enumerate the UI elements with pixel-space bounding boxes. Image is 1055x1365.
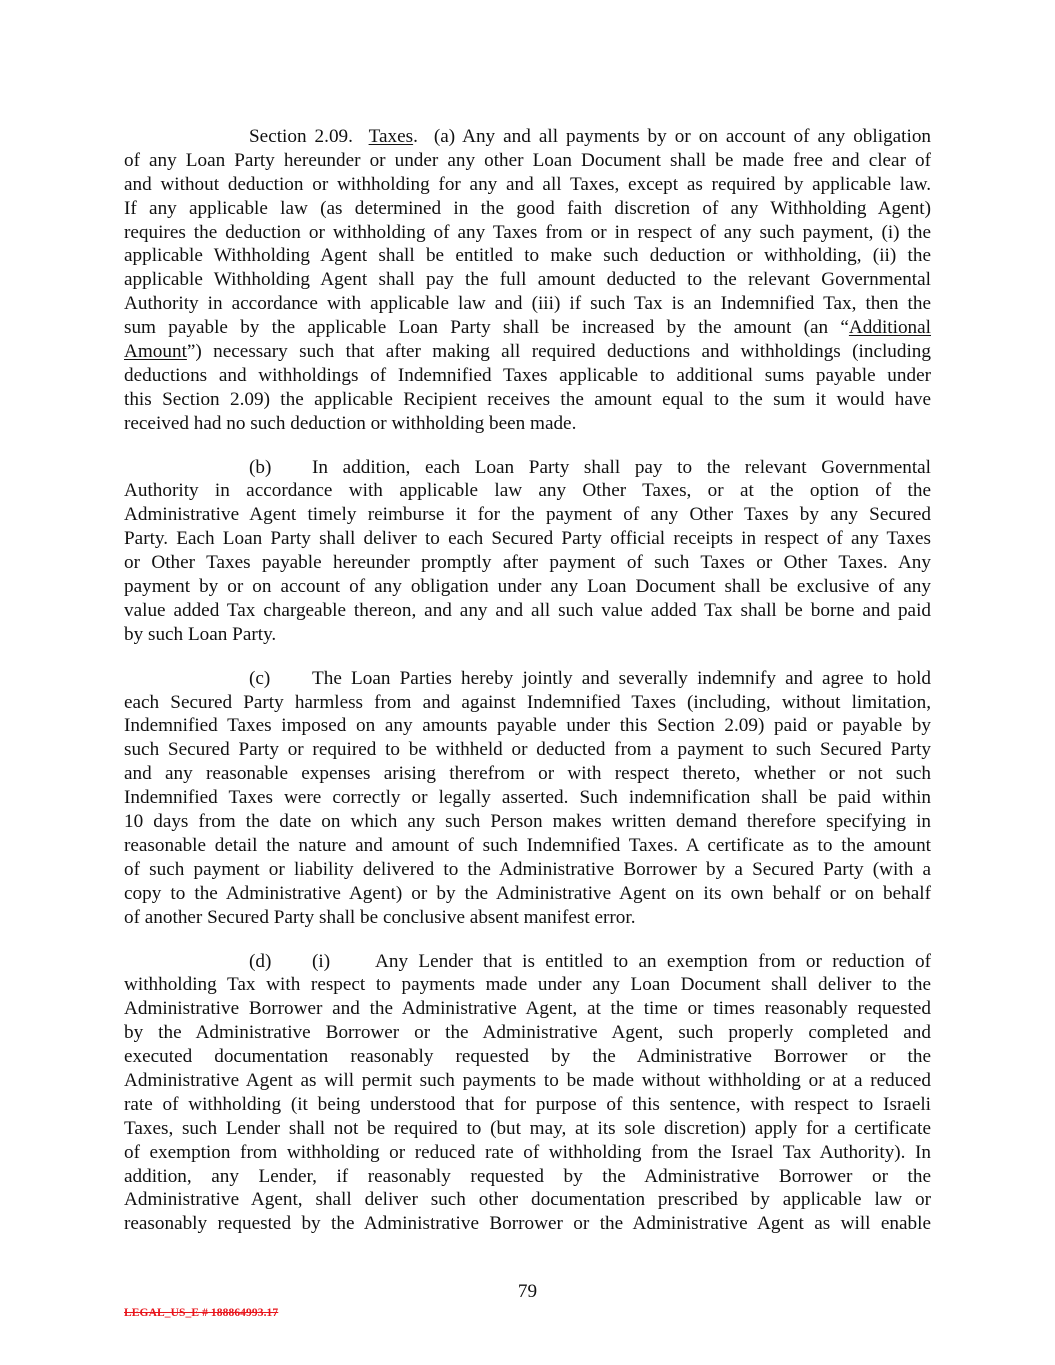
- section-number: Section 2.09.: [249, 126, 353, 147]
- text-line: (b) In addition, each Loan Party shall pay to the relevant Governmental: [249, 456, 931, 478]
- text-line: each Secured Party harmless from and against Indemnified Taxes (including, without limitation,: [124, 691, 931, 713]
- text-line: Authority in accordance with applicable law any Other Taxes, or at the option of the: [124, 480, 931, 502]
- paragraph-label: (d): [249, 950, 272, 972]
- text-line: Administrative Agent as will permit such payments to be made without withholding or at a reduced: [124, 1069, 931, 1091]
- text-line: by the Administrative Borrower or the Administrative Agent, such properly completed and: [124, 1022, 931, 1044]
- section-title: Taxes: [368, 126, 414, 147]
- text-line: Authority in accordance with applicable law and (iii) if such Tax is an Indemnified Tax, then the: [124, 293, 931, 315]
- document-body: [124, 125, 931, 1256]
- text-line: requires the deduction or withholding of any Taxes from or in respect of any such payment, (i) the: [124, 221, 931, 243]
- defined-term: Additional: [848, 317, 931, 339]
- text-line: reasonably requested by the Administrative Borrower or the Administrative Agent as will enable: [124, 1213, 931, 1235]
- paragraph-label: (c): [249, 667, 271, 689]
- text-line: Administrative Borrower and the Administrative Agent, at the time or times reasonably requested: [124, 998, 931, 1020]
- paragraph-d: [124, 950, 931, 1237]
- text-line: If any applicable law (as determined in the good faith discretion of any Withholding Agent): [124, 197, 931, 219]
- text-line: or Other Taxes payable hereunder promptly after payment of such Taxes or Other Taxes. Any: [124, 552, 931, 574]
- text-line: (d) (i) Any Lender that is entitled to an exemption from or reduction of: [249, 950, 931, 972]
- paragraph-b: [124, 456, 931, 647]
- text-line: Administrative Agent, shall deliver such other documentation prescribed by applicable law or: [124, 1189, 931, 1211]
- text-line: payment by or on account of any obligation under any Loan Document shall be exclusive of any: [124, 576, 931, 598]
- text-line: sum payable by the applicable Loan Party shall be increased by the amount (an “Additional: [124, 317, 931, 339]
- text-line: by such Loan Party.: [124, 623, 277, 645]
- text-line: of any Loan Party hereunder or under any other Loan Document shall be made free and clear of: [124, 149, 931, 171]
- text-line: 10 days from the date on which any such Person makes written demand therefore specifying in: [124, 811, 931, 833]
- text-line: Administrative Agent timely reimburse it for the payment of any Other Taxes by any Secured: [124, 504, 931, 526]
- text-line: and without deduction or withholding for any and all Taxes, except as required by applicable law.: [124, 173, 931, 195]
- text-line: of exemption from withholding or reduced rate of withholding from the Israel Tax Authority). In: [124, 1141, 931, 1163]
- paragraph-label: (b): [249, 456, 272, 478]
- text-line: (a) Any and all payments by or on account of any obligation: [433, 126, 931, 147]
- subparagraph-label: (i): [312, 950, 331, 972]
- text-line: applicable Withholding Agent shall pay the full amount deducted to the relevant Governmental: [124, 269, 931, 291]
- text-line: such Secured Party or required to be withheld or deducted from a payment to such Secured Party: [124, 739, 931, 761]
- text-line: withholding Tax with respect to payments made under any Loan Document shall deliver to the: [124, 974, 931, 996]
- text-line: Amount”) necessary such that after making all required deductions and withholdings (including: [124, 341, 931, 363]
- text-line: Party. Each Loan Party shall deliver to each Secured Party official receipts in respect of any Taxes: [124, 528, 931, 550]
- text-line: received had no such deduction or withholding been made.: [124, 412, 577, 434]
- page-number: 79: [517, 1281, 538, 1302]
- text-line: this Section 2.09) the applicable Recipient receives the amount equal to the sum it would have: [124, 388, 931, 410]
- text-line: executed documentation reasonably requested by the Administrative Borrower or the: [124, 1046, 931, 1068]
- text-line: deductions and withholdings of Indemnified Taxes applicable to additional sums payable under: [124, 364, 931, 386]
- text-line: value added Tax chargeable thereon, and any and all such value added Tax shall be borne and paid: [124, 599, 931, 621]
- document-id-footer: LEGAL_US_E # 188864993.17: [124, 1307, 279, 1319]
- text-line: addition, any Lender, if reasonably requested by the Administrative Borrower or the: [124, 1165, 931, 1187]
- defined-term: Amount: [124, 341, 187, 363]
- text-line: and any reasonable expenses arising therefrom or with respect thereto, whether or not such: [124, 763, 931, 785]
- text-line: Taxes, such Lender shall not be required to (but may, at its sole discretion) apply for a certificate: [124, 1117, 931, 1139]
- text-line: (c) The Loan Parties hereby jointly and severally indemnify and agree to hold: [249, 667, 931, 689]
- text-line: reasonable detail the nature and amount of such Indemnified Taxes. A certificate as to the amount: [124, 834, 931, 856]
- paragraph-c: [124, 667, 931, 930]
- text-line: copy to the Administrative Agent) or by the Administrative Agent on its own behalf or on behalf: [124, 882, 931, 904]
- text-line: rate of withholding (it being understood that for purpose of this sentence, with respect to Israeli: [124, 1093, 931, 1115]
- text-line: of such payment or liability delivered to the Administrative Borrower by a Secured Party (with a: [124, 858, 931, 880]
- text-line: of another Secured Party shall be conclusive absent manifest error.: [124, 906, 636, 928]
- text-line: Indemnified Taxes were correctly or legally asserted. Such indemnification shall be paid within: [124, 787, 931, 809]
- text-line: Indemnified Taxes imposed on any amounts payable under this Section 2.09) paid or payable by: [124, 715, 931, 737]
- text-line: applicable Withholding Agent shall be entitled to make such deduction or withholding, (ii) the: [124, 245, 931, 267]
- paragraph-a: [124, 125, 931, 436]
- section-heading-line: Section 2.09. Taxes. (a) Any and all payments by or on account of any obligation: [249, 126, 931, 147]
